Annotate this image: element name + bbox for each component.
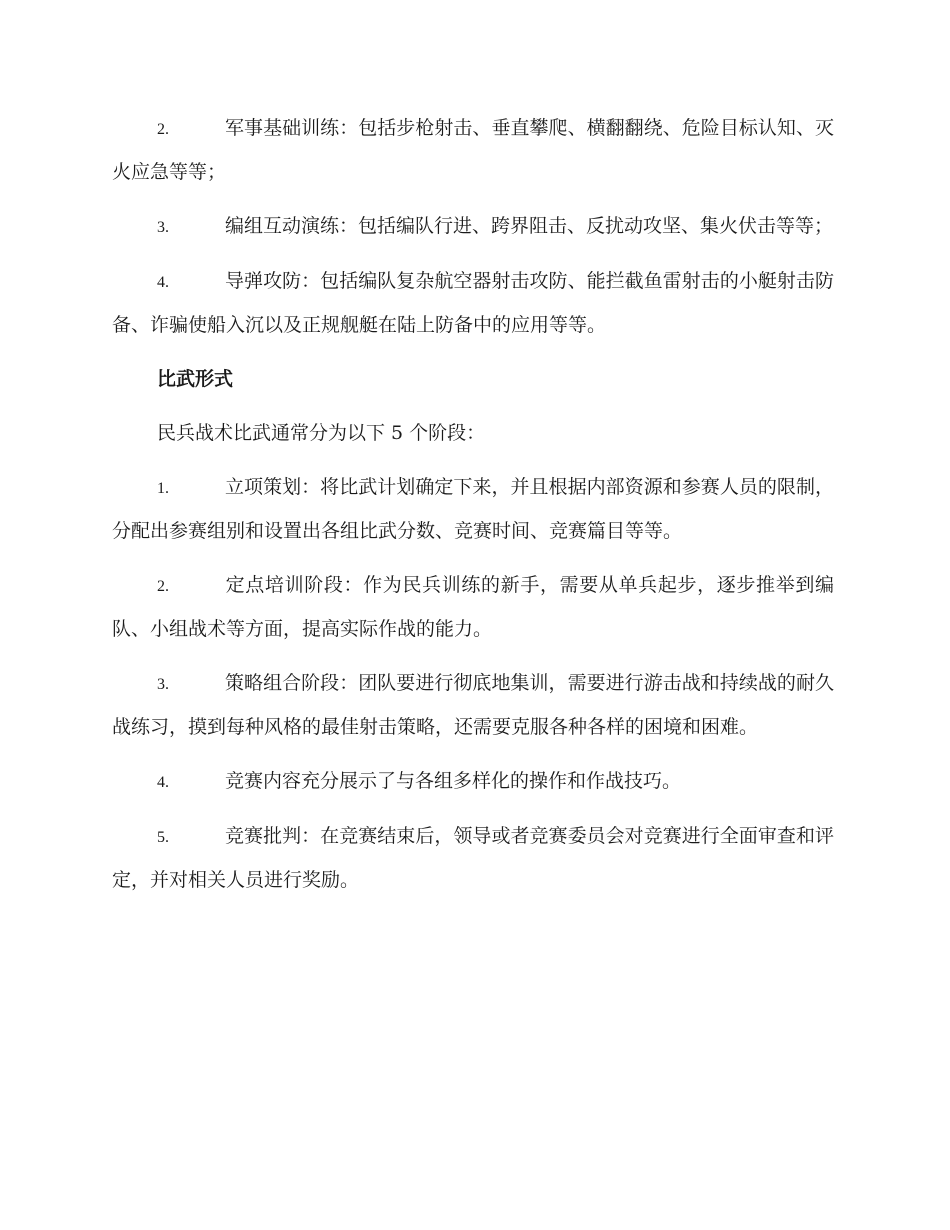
list-item-number: 2. bbox=[157, 121, 169, 138]
list-item bbox=[112, 815, 834, 902]
list-item-number: 5. bbox=[157, 829, 169, 846]
section-heading: 比武形式 bbox=[157, 368, 234, 390]
list-item bbox=[112, 662, 834, 749]
list-item-number: 3. bbox=[157, 219, 169, 236]
list-item-text: 编组互动演练：包括编队行进、跨界阻击、反扰动攻坚、集火伏击等等； bbox=[225, 215, 834, 237]
list-item-number: 4. bbox=[157, 774, 169, 791]
list-item bbox=[112, 564, 834, 651]
list-item-text: 策略组合阶段：团队要进行彻底地集训，需要进行游击战和持续战的耐久战练习，摸到每种风格的最佳射击策略，还需要克服各种各样的困境和困难。 bbox=[112, 672, 834, 738]
list-item-text: 定点培训阶段：作为民兵训练的新手，需要从单兵起步，逐步推举到编队、小组战术等方面，提高实际作战的能力。 bbox=[112, 574, 834, 640]
intro-paragraph: 民兵战术比武通常分为以下 5 个阶段： bbox=[157, 422, 486, 444]
list-item-text: 军事基础训练：包括步枪射击、垂直攀爬、横翻翻绕、危险目标认知、灭火应急等等； bbox=[112, 117, 834, 183]
list-item-text: 导弹攻防：包括编队复杂航空器射击攻防、能拦截鱼雷射击的小艇射击防备、诈骗使船入沉以及正规舰艇在陆上防备中的应用等等。 bbox=[112, 270, 834, 336]
list-item-number: 1. bbox=[157, 480, 169, 497]
list-item-text: 竞赛内容充分展示了与各组多样化的操作和作战技巧。 bbox=[225, 770, 682, 792]
list-item-number: 2. bbox=[157, 578, 169, 595]
list-item-text: 竞赛批判：在竞赛结束后，领导或者竞赛委员会对竞赛进行全面审查和评定，并对相关人员进行奖励。 bbox=[112, 825, 834, 891]
list-item bbox=[112, 466, 834, 553]
list-item-number: 3. bbox=[157, 676, 169, 693]
list-item bbox=[112, 205, 834, 249]
list-item bbox=[112, 107, 834, 194]
list-item-text: 立项策划：将比武计划确定下来，并且根据内部资源和参赛人员的限制，分配出参赛组别和设置出各组比武分数、竞赛时间、竞赛篇目等等。 bbox=[112, 476, 834, 542]
document-body bbox=[112, 107, 834, 913]
list-item bbox=[112, 260, 834, 347]
list-item-number: 4. bbox=[157, 274, 169, 291]
list-item bbox=[112, 760, 834, 804]
